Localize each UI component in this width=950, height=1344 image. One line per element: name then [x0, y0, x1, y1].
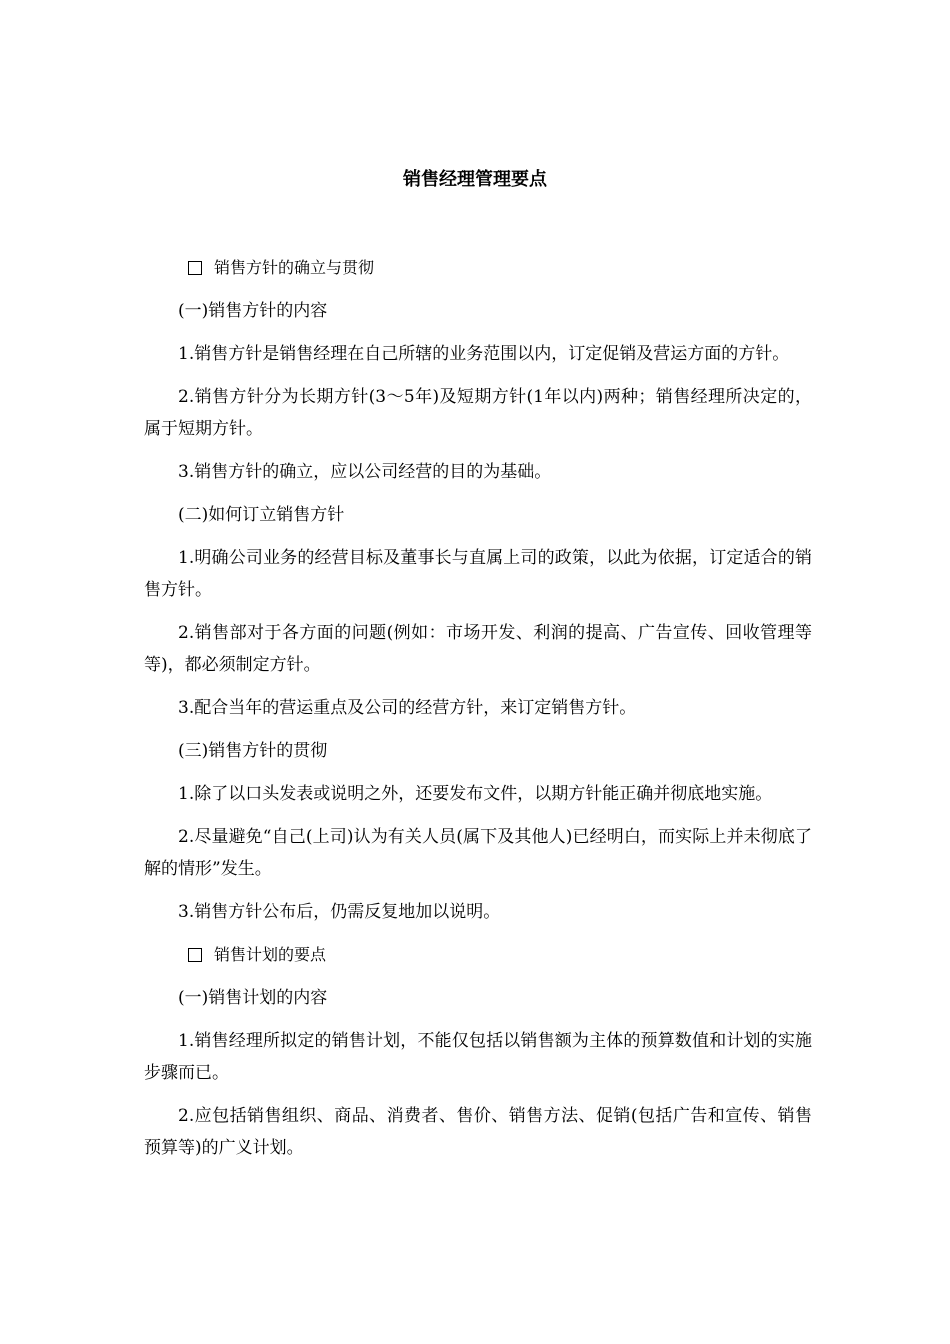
- document-title: 销售经理管理要点: [403, 169, 547, 190]
- paragraph: 2.应包括销售组织、商品、消费者、售价、销售方法、促销(包括广告和宣传、销售预算等)的广义计划。: [144, 1106, 812, 1158]
- paragraph: 2.尽量避免“自己(上司)认为有关人员(属下及其他人)已经明白，而实际上并未彻底了解的情形”发生。: [144, 827, 812, 879]
- document-body: [144, 252, 812, 1175]
- paragraph: 1.销售方针是销售经理在自己所辖的业务范围以内，订定促销及营运方面的方针。: [178, 344, 790, 364]
- paragraph: (三)销售方针的贯彻: [178, 741, 328, 761]
- checkbox-bullet-icon: [188, 948, 202, 962]
- paragraph: 1.除了以口头发表或说明之外，还要发布文件，以期方针能正确并彻底地实施。: [178, 784, 773, 804]
- paragraph: 1.销售经理所拟定的销售计划，不能仅包括以销售额为主体的预算数值和计划的实施步骤而已。: [144, 1031, 812, 1083]
- paragraph: 2.销售部对于各方面的问题(例如：市场开发、利润的提高、广告宣传、回收管理等等)，都必须制定方针。: [144, 623, 812, 675]
- paragraph: 3.销售方针的确立，应以公司经营的目的为基础。: [178, 462, 552, 482]
- section-heading: [188, 939, 812, 971]
- section-heading-text: 销售方针的确立与贯彻: [214, 258, 375, 277]
- paragraph: 2.销售方针分为长期方针(3～5年)及短期方针(1年以内)两种；销售经理所决定的，属于短期方针。: [144, 387, 812, 439]
- section-heading: [188, 252, 812, 284]
- section-heading-text: 销售计划的要点: [214, 945, 327, 964]
- paragraph: (一)销售计划的内容: [178, 988, 328, 1008]
- paragraph: 1.明确公司业务的经营目标及董事长与直属上司的政策，以此为依据，订定适合的销售方针。: [144, 548, 812, 600]
- paragraph: (一)销售方针的内容: [178, 301, 328, 321]
- paragraph: 3.销售方针公布后，仍需反复地加以说明。: [178, 902, 501, 922]
- paragraph: 3.配合当年的营运重点及公司的经营方针，来订定销售方针。: [178, 698, 637, 718]
- checkbox-bullet-icon: [188, 261, 202, 275]
- paragraph: (二)如何订立销售方针: [178, 505, 345, 525]
